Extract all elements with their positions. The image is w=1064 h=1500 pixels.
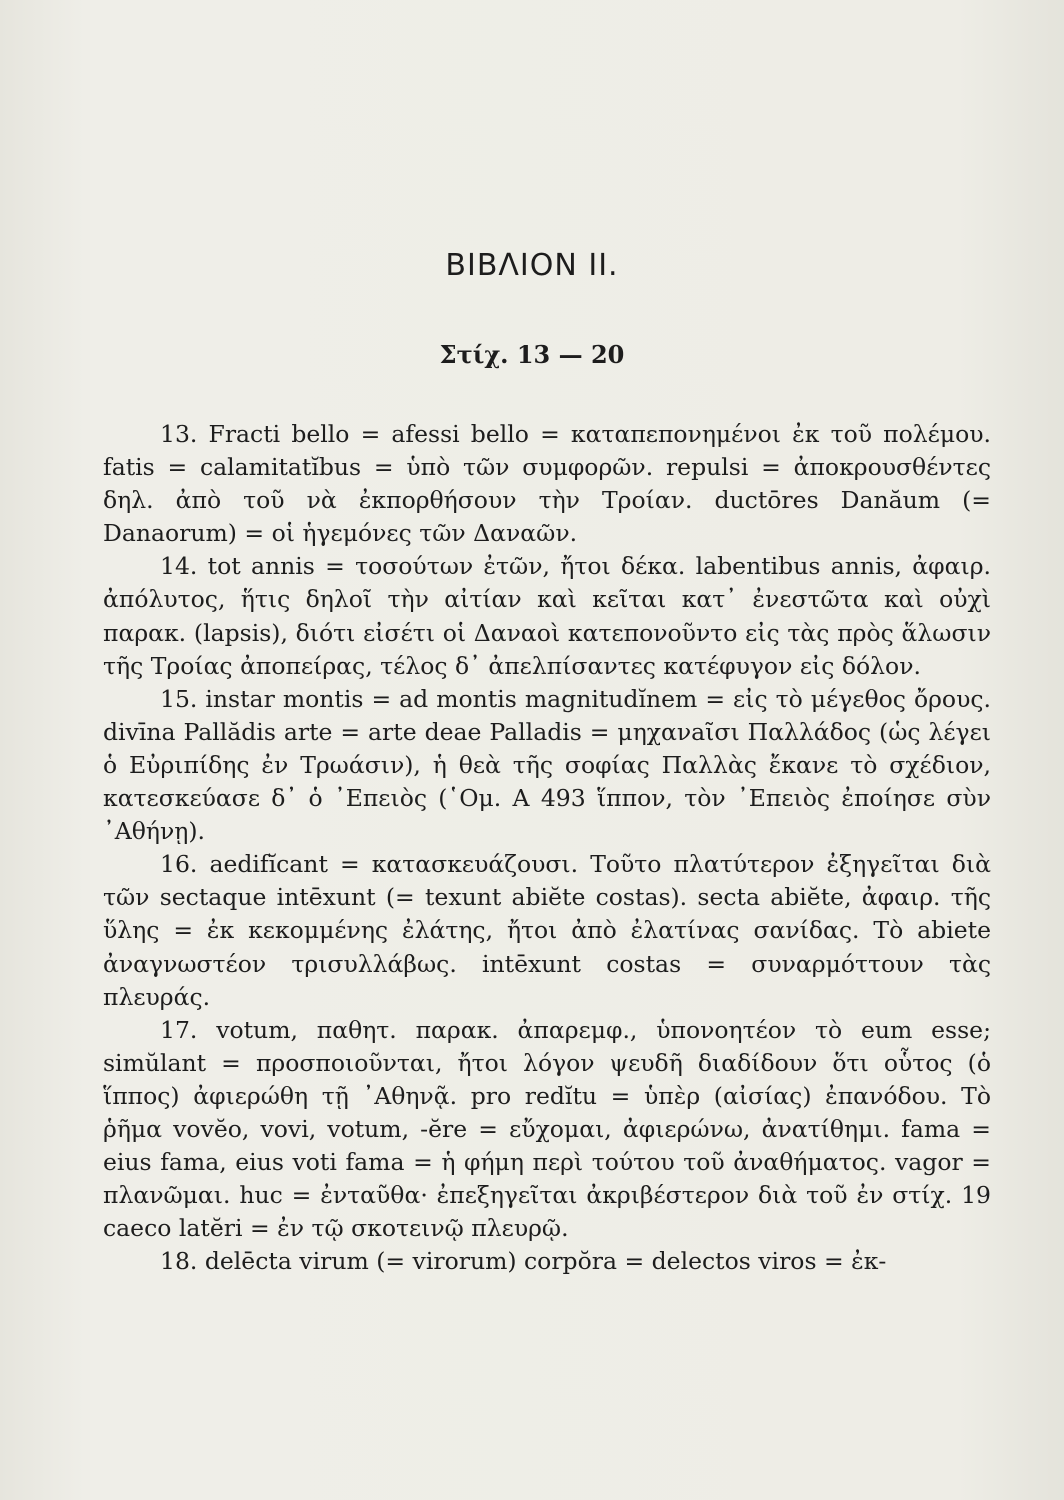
paragraph-17: 17. votum, παθητ. παρακ. ἀπαρεμφ., ὑπονοητέον τὸ eum esse; simŭlant = προσποιοῦνται, ἤτοι λόγον ψευδῆ διαδίδουν ὅτι οὗτος (ὁ ἵππος) ἀφιερώθη τῇ ᾿Αθηνᾷ. pro redĭtu = ὑπὲρ (αἰσίας) ἐπανόδου. Τὸ ῥῆμα vovĕo, vovi, votum, -ĕre = εὔχομαι, ἀφιερώνω, ἀνατίθημι. fama = eius fama, eius voti fama = ἡ φήμη περὶ τούτου τοῦ ἀναθήματος. vagor = πλανῶμαι. huc = ἐνταῦθα· ἐπεξηγεῖται ἀκριβέστερον διὰ τοῦ ἐν στίχ. 19 caeco latĕri = ἐν τῷ σκοτεινῷ πλευρῷ. xyxy=(103,1015,991,1243)
verse-range: Στίχ. 13 — 20 xyxy=(439,340,625,369)
commentary-body xyxy=(103,418,991,1278)
paragraph-13: 13. Fracti bello = afessi bello = καταπεπονημένοι ἐκ τοῦ πολέμου. fatis = calamitatĭbus = ὑπὸ τῶν συμφορῶν. repulsi = ἀποκρουσθέντες δηλ. ἀπὸ τοῦ νὰ ἐκπορθήσουν τὴν Τροίαν. ductōres Danăum (= Danaorum) = οἱ ἡγεμόνες τῶν Δαναῶν. xyxy=(103,420,991,548)
paragraph-18: 18. delēcta virum (= virorum) corpŏra = delectos viros = ἐκ- xyxy=(160,1247,887,1276)
paragraph-15: 15. instar montis = ad montis magnitudĭnem = εἰς τὸ μέγεθος ὄρους. divīna Pallădis arte = arte deae Palladis = μηχανaῖσι Παλλάδος (ὡς λέγει ὁ Εὐριπίδης ἐν Τρωάσιν), ἡ θεὰ τῆς σοφίας Παλλὰς ἔκανε τὸ σχέδιον, κατεσκεύασε δ᾽ ὁ ᾿Επειὸς (῾Ομ. Α 493 ἵππον, τὸν ᾿Επειὸς ἐποίησε σὺν ᾿Αθήνῃ). xyxy=(103,684,991,846)
paragraph-16: 16. aedifĭcant = κατασκευάζουσι. Τοῦτο πλατύτερον ἐξηγεῖται διὰ τῶν sectaque intēxunt (= texunt abiĕte costas). secta abiĕte, ἀφαιρ. τῆς ὕλης = ἐκ κεκομμένης ἐλάτης, ἤτοι ἀπὸ ἐλατίνας σανίδας. Τὸ abiete ἀναγνωστέον τρισυλλάβως. intēxunt costas = συναρμόττουν τὰς πλευράς. xyxy=(103,850,991,1011)
paragraph-14: 14. tot annis = τοσούτων ἐτῶν, ἤτοι δέκα. labentibus annis, ἀφαιρ. ἀπόλυτος, ἥτις δηλοῖ τὴν αἰτίαν καὶ κεῖται κατ᾽ ἐνεστῶτα καὶ οὐχὶ παρακ. (lapsis), διότι εἰσέτι οἱ Δαναοὶ κατεπονοῦντο εἰς τὰς πρὸς ἅλωσιν τῆς Τροίας ἀποπείρας, τέλος δ᾽ ἀπελπίσαντες κατέφυγον εἰς δόλον. xyxy=(103,552,991,680)
book-title: ΒΙΒΛΙΟΝ ΙΙ. xyxy=(445,248,619,283)
